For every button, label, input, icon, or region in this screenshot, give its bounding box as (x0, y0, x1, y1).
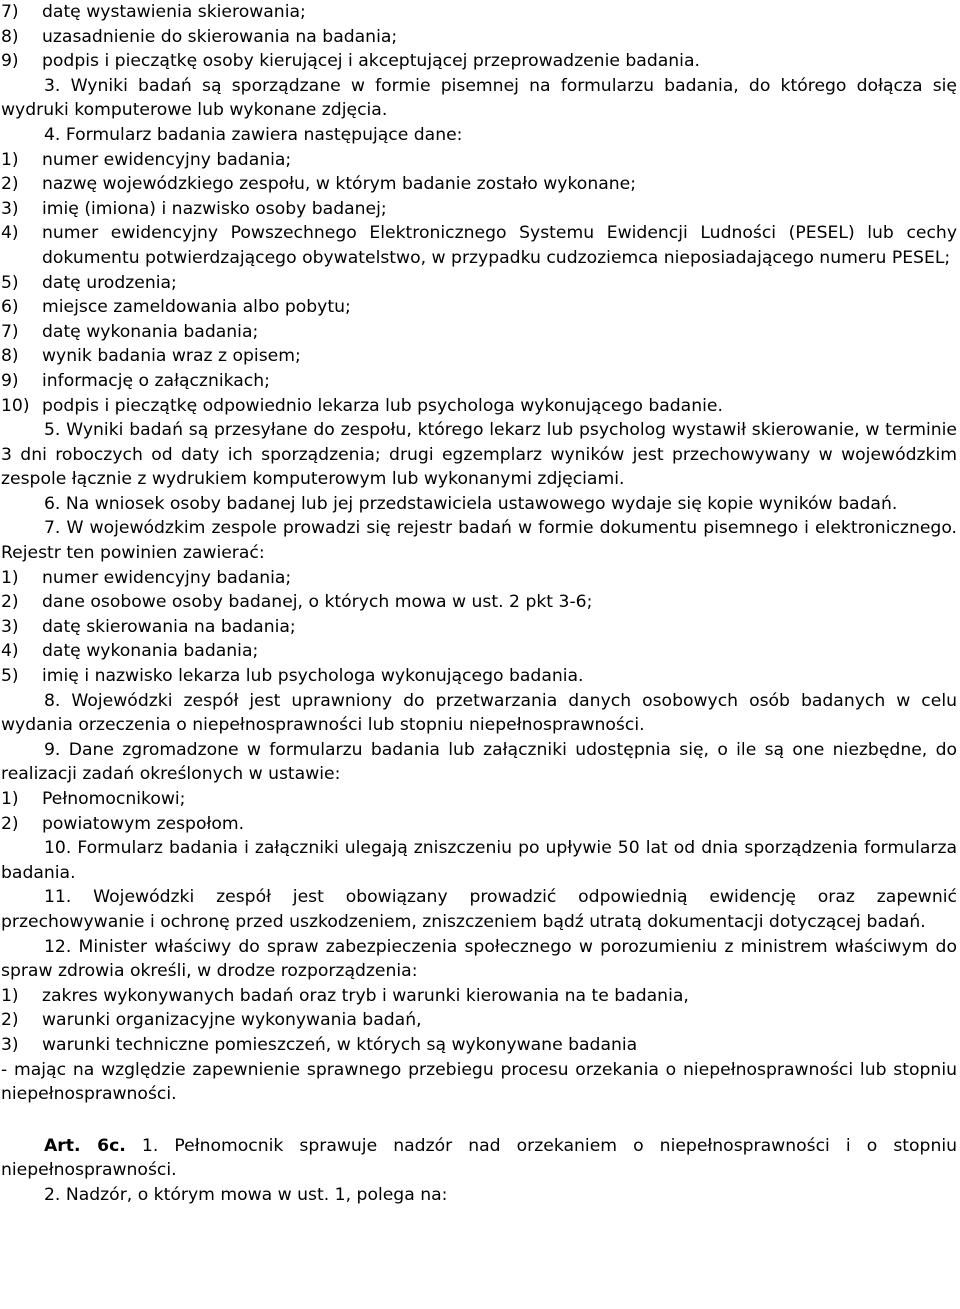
list-item-number: 2) (1, 174, 19, 195)
list-item-number: 4) (1, 223, 19, 244)
paragraph-9: 9. Dane zgromadzone w formularzu badania lub załączniki udostępnia się, o ile są one niezbędne, do realizacji zadań określonych w ustawie: (1, 739, 957, 785)
list-item (1, 221, 957, 270)
list-item-number: 1) (1, 789, 19, 809)
list-item-text: numer ewidencyjny badania; (42, 567, 292, 588)
list-item-text: numer ewidencyjny badania; (42, 149, 292, 170)
list-item-text: datę urodzenia; (42, 272, 177, 293)
list-item-text: podpis i pieczątkę odpowiednio lekarza lub psychologa wykonującego badanie. (42, 395, 723, 416)
list-item-number: 1) (1, 567, 19, 588)
list-item-number: 2) (1, 592, 19, 613)
list-item-text: uzasadnienie do skierowania na badania; (42, 26, 398, 47)
list-item (1, 49, 957, 74)
list-item-number: 8) (1, 26, 19, 47)
list-item-number: 2) (1, 813, 19, 834)
list-item (1, 0, 957, 25)
list-item (1, 320, 957, 345)
list-item-number: 3) (1, 616, 19, 637)
list-item (1, 394, 957, 419)
paragraph-5: 5. Wyniki badań są przesyłane do zespołu, którego lekarz lub psycholog wystawił skierowanie, w terminie 3 dni roboczych od daty ich sporządzenia; drugi egzemplarz wyników jest przechowywany w wojewódzkim zespole łącznie z wydrukiem komputerowym lub wykonanymi zdjęciami. (1, 420, 957, 490)
list-item (1, 1008, 957, 1033)
paragraph-6: 6. Na wniosek osoby badanej lub jej przedstawiciela ustawowego wydaje się kopie wyników badań. (44, 493, 898, 514)
list-item-number: 4) (1, 641, 19, 662)
list-item-text: wynik badania wraz z opisem; (42, 346, 301, 367)
list-item (1, 172, 957, 197)
list-item (1, 615, 957, 640)
list-item-text: numer ewidencyjny Powszechnego Elektronicznego Systemu Ewidencji Ludności (PESEL) lub cechy dokumentu potwierdzającego obywatelstwo, w przypadku cudzoziemca nieposiadającego numeru PESEL; (42, 223, 957, 268)
document-page (1, 0, 957, 1208)
list-item-text: Pełnomocnikowi; (42, 789, 186, 809)
list-item-text: nazwę wojewódzkiego zespołu, w którym badanie zostało wykonane; (42, 174, 637, 195)
paragraph-3: 3. Wyniki badań są sporządzane w formie pisemnej na formularzu badania, do którego dołącza się wydruki komputerowe lub wykonane zdjęcia. (1, 75, 957, 121)
paragraph-7: 7. W wojewódzkim zespole prowadzi się rejestr badań w formie dokumentu pisemnego i elektronicznego. Rejestr ten powinien zawierać: (1, 518, 957, 564)
article-6c-paragraph-1 (1, 1134, 957, 1183)
section-gap (1, 1107, 957, 1134)
list-item-text: zakres wykonywanych badań oraz tryb i warunki kierowania na te badania, (42, 985, 689, 1006)
list-item-text: warunki techniczne pomieszczeń, w których są wykonywane badania (42, 1034, 638, 1055)
paragraph-4: 4. Formularz badania zawiera następujące dane: (44, 124, 463, 145)
list-item (1, 812, 957, 837)
paragraph-12-tail: - mając na względzie zapewnienie sprawnego przebiegu procesu orzekania o niepełnosprawności lub stopniu niepełnosprawności. (1, 1059, 957, 1105)
paragraph-8: 8. Wojewódzki zespół jest uprawniony do przetwarzania danych osobowych osób badanych w celu wydania orzeczenia o niepełnosprawności lub stopniu niepełnosprawności. (1, 690, 957, 736)
list-item-text: datę wykonania badania; (42, 321, 259, 342)
list-item (1, 25, 957, 50)
list-item-number: 1) (1, 149, 19, 170)
list-item (1, 590, 957, 615)
list-item (1, 984, 957, 1009)
list-item-number: 8) (1, 346, 19, 367)
paragraph-12: 12. Minister właściwy do spraw zabezpieczenia społecznego w porozumieniu z ministrem właściwym do spraw zdrowia określi, w drodze rozporządzenia: (1, 936, 957, 982)
list-item-number: 1) (1, 985, 19, 1006)
list-item (1, 787, 957, 812)
list-item-number: 5) (1, 666, 19, 687)
list-item-text: informację o załącznikach; (42, 370, 270, 391)
list-item (1, 344, 957, 369)
list-item-text: datę skierowania na badania; (42, 616, 296, 637)
list-item-text: datę wykonania badania; (42, 641, 259, 662)
list-item-number: 9) (1, 370, 19, 391)
list-item-number: 5) (1, 272, 19, 293)
list-item (1, 639, 957, 664)
list-item (1, 271, 957, 296)
list-item (1, 369, 957, 394)
list-item-text: dane osobowe osoby badanej, o których mowa w ust. 2 pkt 3-6; (42, 592, 593, 613)
list-item-text: imię i nazwisko lekarza lub psychologa wykonującego badania. (42, 666, 584, 687)
list-item-number: 3) (1, 198, 19, 219)
list-item-text: podpis i pieczątkę osoby kierującej i akceptującej przeprowadzenie badania. (42, 51, 700, 72)
list-item-number: 3) (1, 1034, 19, 1055)
list-item (1, 295, 957, 320)
list-item-text: miejsce zameldowania albo pobytu; (42, 297, 351, 318)
article-6c-paragraph-2: 2. Nadzór, o którym mowa w ust. 1, polega na: (44, 1184, 448, 1205)
list-item-text: datę wystawienia skierowania; (42, 2, 306, 22)
list-item-number: 2) (1, 1010, 19, 1031)
list-item-number: 6) (1, 297, 19, 318)
list-item (1, 566, 957, 591)
paragraph-11: 11. Wojewódzki zespół jest obowiązany prowadzić odpowiednią ewidencję oraz zapewnić przechowywanie i ochronę przed uszkodzeniem, zniszczeniem bądź utratą dokumentacji dotyczącej badań. (1, 887, 957, 932)
list-item (1, 1033, 957, 1058)
list-item-text: imię (imiona) i nazwisko osoby badanej; (42, 198, 387, 219)
list-item-text: warunki organizacyjne wykonywania badań, (42, 1010, 422, 1031)
list-item (1, 197, 957, 222)
paragraph-10: 10. Formularz badania i załączniki ulegają zniszczeniu po upływie 50 lat od dnia sporządzenia formularza badania. (1, 838, 957, 883)
article-text: 1. Pełnomocnik sprawuje nadzór nad orzekaniem o niepełnosprawności i o stopniu niepełnosprawności. (1, 1135, 958, 1181)
list-item-number: 7) (1, 321, 19, 342)
list-item-number: 10) (1, 395, 30, 416)
list-item-text: powiatowym zespołom. (42, 813, 245, 834)
list-item-number: 7) (1, 2, 19, 22)
list-item (1, 664, 957, 689)
list-item (1, 148, 957, 173)
list-item-number: 9) (1, 51, 19, 72)
article-label: Art. 6c. (44, 1135, 126, 1156)
